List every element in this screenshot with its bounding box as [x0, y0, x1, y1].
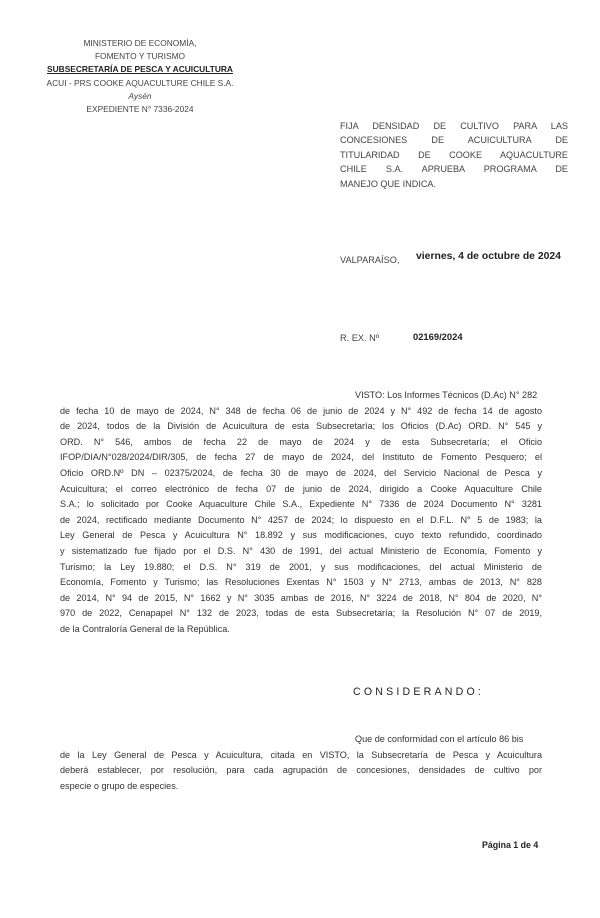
place-label: VALPARAÍSO,	[340, 255, 400, 265]
letterhead	[40, 37, 240, 116]
ministry-name: MINISTERIO DE ECONOMÍA,	[83, 38, 197, 48]
visto-line: de fecha 10 de mayo de 2024, N° 348 de fecha 06 de junio de 2024 y N° 492 de fecha 14 de agosto	[60, 405, 542, 416]
subject-line: CHILE S.A. APRUEBA PROGRAMA DE	[340, 164, 568, 175]
resolution-date: viernes, 4 de octubre de 2024	[416, 251, 561, 262]
considerando-heading: CONSIDERANDO:	[353, 686, 485, 698]
file-number: EXPEDIENTE N° 7336-2024	[86, 104, 194, 115]
resolution-label: R. EX. Nº	[340, 333, 380, 343]
visto-line: Acuicultura; el correo electrónico de fecha 07 de junio de 2024, dirigido a Cooke Aquaculture Chile	[60, 483, 542, 494]
visto-line: Turismo; la Ley 19.880; el D.S. N° 319 de 2001, y sus modificaciones, del actual Ministerio de	[60, 561, 542, 572]
visto-line: de 2024, todos de la División de Acuicultura de esta Subsecretaría; los Oficios (D.Ac) ORD. N° 545 y	[60, 421, 542, 432]
undersecretariat-name: SUBSECRETARÍA DE PESCA Y ACUICULTURA	[47, 64, 233, 75]
considerando-line: especie o grupo de especies.	[60, 780, 179, 791]
visto-line: y sistematizado fue fijado por el D.S. N° 430 de 1991, del actual Ministerio de Economía, Fomento y	[60, 545, 542, 556]
page-number: Página 1 de 4	[482, 840, 539, 850]
visto-line: de 2014, N° 94 de 2015, N° 1662 y N° 3035 ambas de 2016, N° 3224 de 2018, N° 804 de 2020, N°	[60, 592, 542, 603]
subject-line: CONCESIONES DE ACUICULTURA DE	[340, 135, 568, 146]
resolution-subject	[340, 119, 568, 191]
subject-line: TITULARIDAD DE COOKE AQUACULTURE	[340, 149, 568, 160]
visto-line: de 2024, rectificado mediante Documento N° 4257 de 2024; lo dispuesto en el D.F.L. N° 5 de 1983; la	[60, 514, 542, 525]
resolution-number: 02169/2024	[413, 331, 463, 342]
visto-line: Economía, Fomento y Turismo; las Resoluciones Exentas N° 1503 y N° 2713, ambas de 2013, N° 828	[60, 577, 542, 588]
visto-line: de la Contraloría General de la República.	[60, 623, 230, 634]
visto-line: ORD. N° 546, ambos de fecha 22 de mayo de 2024 y de esta Subsecretaría; el Oficio	[60, 436, 542, 447]
company-reference: ACUI - PRS COOKE AQUACULTURE CHILE S.A.	[46, 77, 234, 88]
visto-line: 970 de 2022, Cenapapel N° 132 de 2023, todas de esta Subsecretaría; la Resolución N° 07 de 2019,	[60, 608, 542, 619]
considerando-line: deberá establecer, por resolución, para cada agrupación de concesiones, densidades de cultivo por	[60, 765, 542, 776]
subject-line: MANEJO QUE INDICA.	[340, 178, 436, 189]
visto-line: S.A.; lo solicitado por Cooke Aquaculture Chile S.A., Expediente N° 7336 de 2024 Documento N° 3281	[60, 499, 542, 510]
visto-line: Ley General de Pesca y Acuicultura N° 18.892 y sus modificaciones, cuyo texto refundido, coordinado	[60, 530, 542, 541]
considerando-line: Que de conformidad con el artículo 86 bis	[355, 734, 524, 744]
visto-line: IFOP/DIA/N°028/2024/DIR/305, de fecha 27 de mayo de 2024, del Instituto de Fomento Pesquero; el	[60, 452, 542, 463]
ministry-name-cont: FOMENTO Y TURISMO	[94, 51, 186, 62]
considerando-line: de la Ley General de Pesca y Acuicultura, citada en VISTO, la Subsecretaría de Pesca y Acuicultura	[60, 749, 542, 760]
subject-line: FIJA DENSIDAD DE CULTIVO PARA LAS	[340, 121, 568, 131]
visto-line: Oficio ORD.Nº DN – 02375/2024, de fecha 30 de mayo de 2024, del Servicio Nacional de Pesca y	[60, 467, 542, 478]
visto-line: VISTO: Los Informes Técnicos (D.Ac) N° 282	[355, 390, 538, 400]
region-name: Aysén	[128, 90, 152, 101]
visto-section	[60, 388, 542, 638]
considerando-section	[60, 732, 542, 794]
